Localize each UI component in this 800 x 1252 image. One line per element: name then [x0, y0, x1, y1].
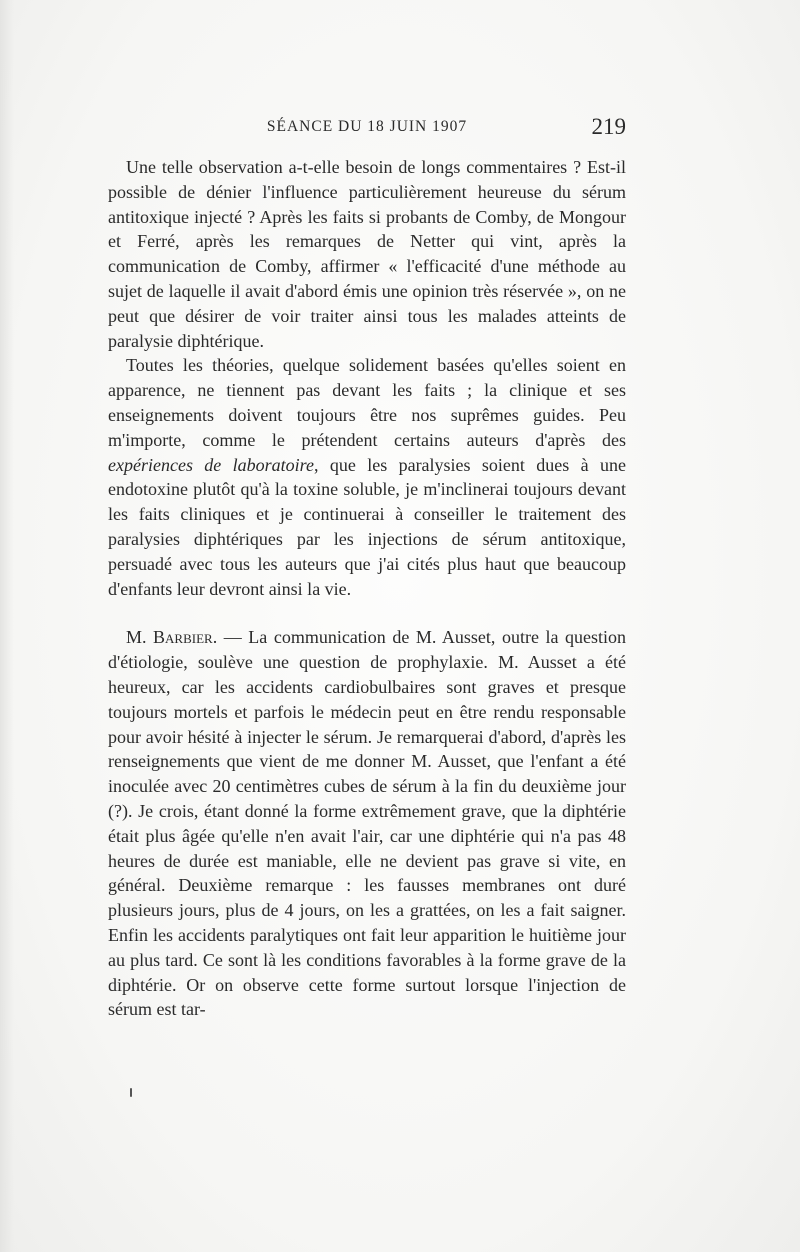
paragraph-theories	[108, 353, 626, 601]
paragraph-theories-text-after: , que les paralysies soient dues à une endotoxine plutôt qu'à la toxine soluble, je m'inclinerai toujours devant les faits cliniques et je continuerai à conseiller le traitement des paralysies diphtériques par les injections de sérum antitoxique, persuadé avec tous les auteurs que j'ai cités plus haut que beaucoup d'enfants leur devront ainsi la vie.	[108, 454, 626, 599]
ink-speck	[130, 1088, 132, 1097]
paragraph-observation: Une telle observation a-t-elle besoin de longs commentaires ? Est-il possible de dénier l'influence particulièrement heureuse du sérum antitoxique injecté ? Après les faits si probants de Comby, de Mongour et Ferré, après les remarques de Netter qui vint, après la communication de Comby, affirmer « l'efficacité d'une méthode au sujet de laquelle il avait d'abord émis une opinion très réservée », on ne peut que désirer de voir traiter ainsi tous les malades atteints de paralysie diphtérique.	[108, 157, 626, 351]
italic-phrase: expériences de laboratoire	[108, 454, 314, 475]
paragraph-barbier	[108, 625, 626, 1022]
page-header	[108, 114, 626, 144]
paragraph-barbier-text: — La communication de M. Ausset, outre la question d'étiologie, soulève une question de prophylaxie. M. Ausset a été heureux, car les accidents cardiobulbaires sont graves et presque toujours mortels et parfois le médecin peut en être rendu responsable pour avoir hésité à injecter le sérum. Je remarquerai d'abord, d'après les renseignements que vient de me donner M. Ausset, que l'enfant a été inoculée avec 20 centimètres cubes de sérum à la fin du deuxième jour (?). Je crois, étant donné la forme extrêmement grave, que la diphtérie était plus âgée qu'elle n'en avait l'air, car une diphtérie qui n'a pas 48 heures de durée est maniable, elle ne devient pas grave si vite, en général. Deuxième remarque : les fausses membranes ont duré plusieurs jours, plus de 4 jours, on les a grattées, on les a fait saigner. Enfin les accidents paralytiques ont fait leur apparition le huitième jour au plus tard. Ce sont là les conditions favorables à la forme grave de la diphtérie. Or on observe cette forme surtout lorsque l'injection de sérum est tar-	[108, 627, 626, 1020]
body-text	[108, 155, 626, 1022]
running-head: SÉANCE DU 18 JUIN 1907	[266, 118, 468, 135]
page-number: 219	[591, 114, 626, 139]
paragraph-theories-text-before: Toutes les théories, quelque solidement basées qu'elles soient en apparence, ne tiennent pas devant les faits ; la clinique et ses enseignements doivent toujours être nos suprêmes guides. Peu m'importe, comme le prétendent certains auteurs d'après des	[108, 355, 626, 450]
speaker-name: M. Barbier.	[126, 627, 218, 648]
